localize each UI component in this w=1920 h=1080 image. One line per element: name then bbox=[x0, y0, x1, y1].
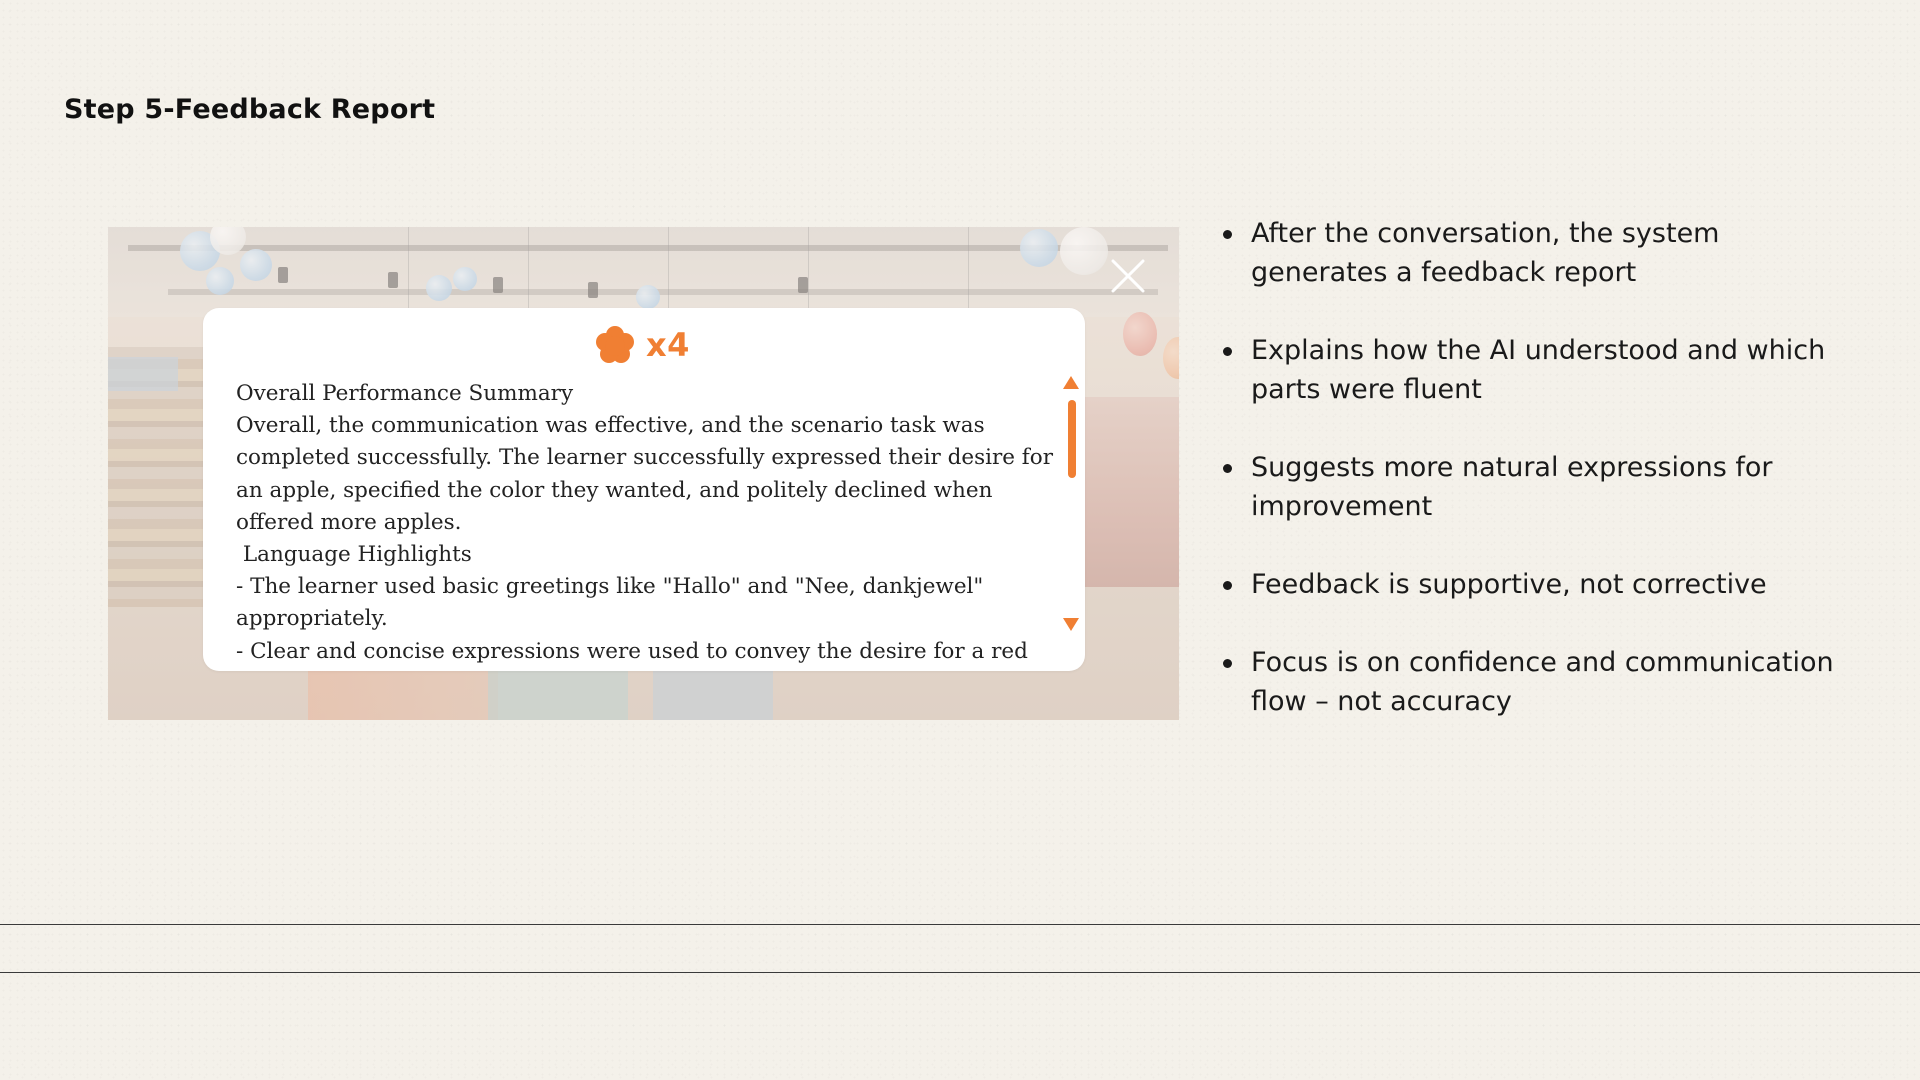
report-line: completed successfully. The learner successfully expressed their desire for bbox=[236, 445, 1053, 471]
feedback-report-text bbox=[236, 378, 1056, 671]
bullet-text: Feedback is supportive, not corrective bbox=[1251, 569, 1767, 600]
flower-icon bbox=[594, 324, 636, 366]
divider-line bbox=[0, 924, 1920, 925]
scroll-down-arrow-icon[interactable] bbox=[1063, 618, 1079, 631]
bullet-item bbox=[1221, 331, 1861, 409]
bullet-text: After the conversation, the system generates a feedback report bbox=[1251, 218, 1720, 288]
bullet-item bbox=[1221, 643, 1861, 721]
divider-line bbox=[0, 972, 1920, 973]
bullet-text: Focus is on confidence and communication flow – not accuracy bbox=[1251, 647, 1834, 717]
bullet-text: Explains how the AI understood and which parts were fluent bbox=[1251, 335, 1826, 405]
bullet-text: Suggests more natural expressions for improvement bbox=[1251, 452, 1773, 522]
reward-count: x4 bbox=[646, 326, 690, 364]
bullet-dot-icon bbox=[1223, 464, 1232, 473]
close-icon bbox=[1108, 256, 1148, 296]
bullet-dot-icon bbox=[1223, 659, 1232, 668]
bullet-dot-icon bbox=[1223, 581, 1232, 590]
report-line: - The learner used basic greetings like "Hallo" and "Nee, dankjewel" bbox=[236, 574, 984, 600]
reward-indicator bbox=[594, 323, 690, 367]
bullet-dot-icon bbox=[1223, 347, 1232, 356]
bullet-item bbox=[1221, 214, 1861, 292]
report-line: - Clear and concise expressions were used to convey the desire for a red bbox=[236, 638, 1028, 664]
report-subheading: Language Highlights bbox=[236, 542, 472, 568]
scroll-up-arrow-icon[interactable] bbox=[1063, 376, 1079, 389]
report-line: Overall, the communication was effective, and the scenario task was bbox=[236, 413, 985, 439]
report-line: offered more apples. bbox=[236, 509, 462, 535]
bullet-dot-icon bbox=[1223, 230, 1232, 239]
feedback-dialog bbox=[203, 308, 1085, 671]
page-title: Step 5-Feedback Report bbox=[64, 94, 436, 125]
report-line: appropriately. bbox=[236, 606, 388, 632]
feature-bullet-list bbox=[1221, 214, 1861, 760]
scrollbar-thumb[interactable] bbox=[1068, 400, 1076, 478]
report-heading: Overall Performance Summary bbox=[236, 381, 574, 406]
bullet-item bbox=[1221, 448, 1861, 526]
bullet-item bbox=[1221, 565, 1861, 604]
close-button[interactable] bbox=[1108, 256, 1148, 296]
report-line: an apple, specified the color they wanted, and politely declined when bbox=[236, 477, 993, 503]
